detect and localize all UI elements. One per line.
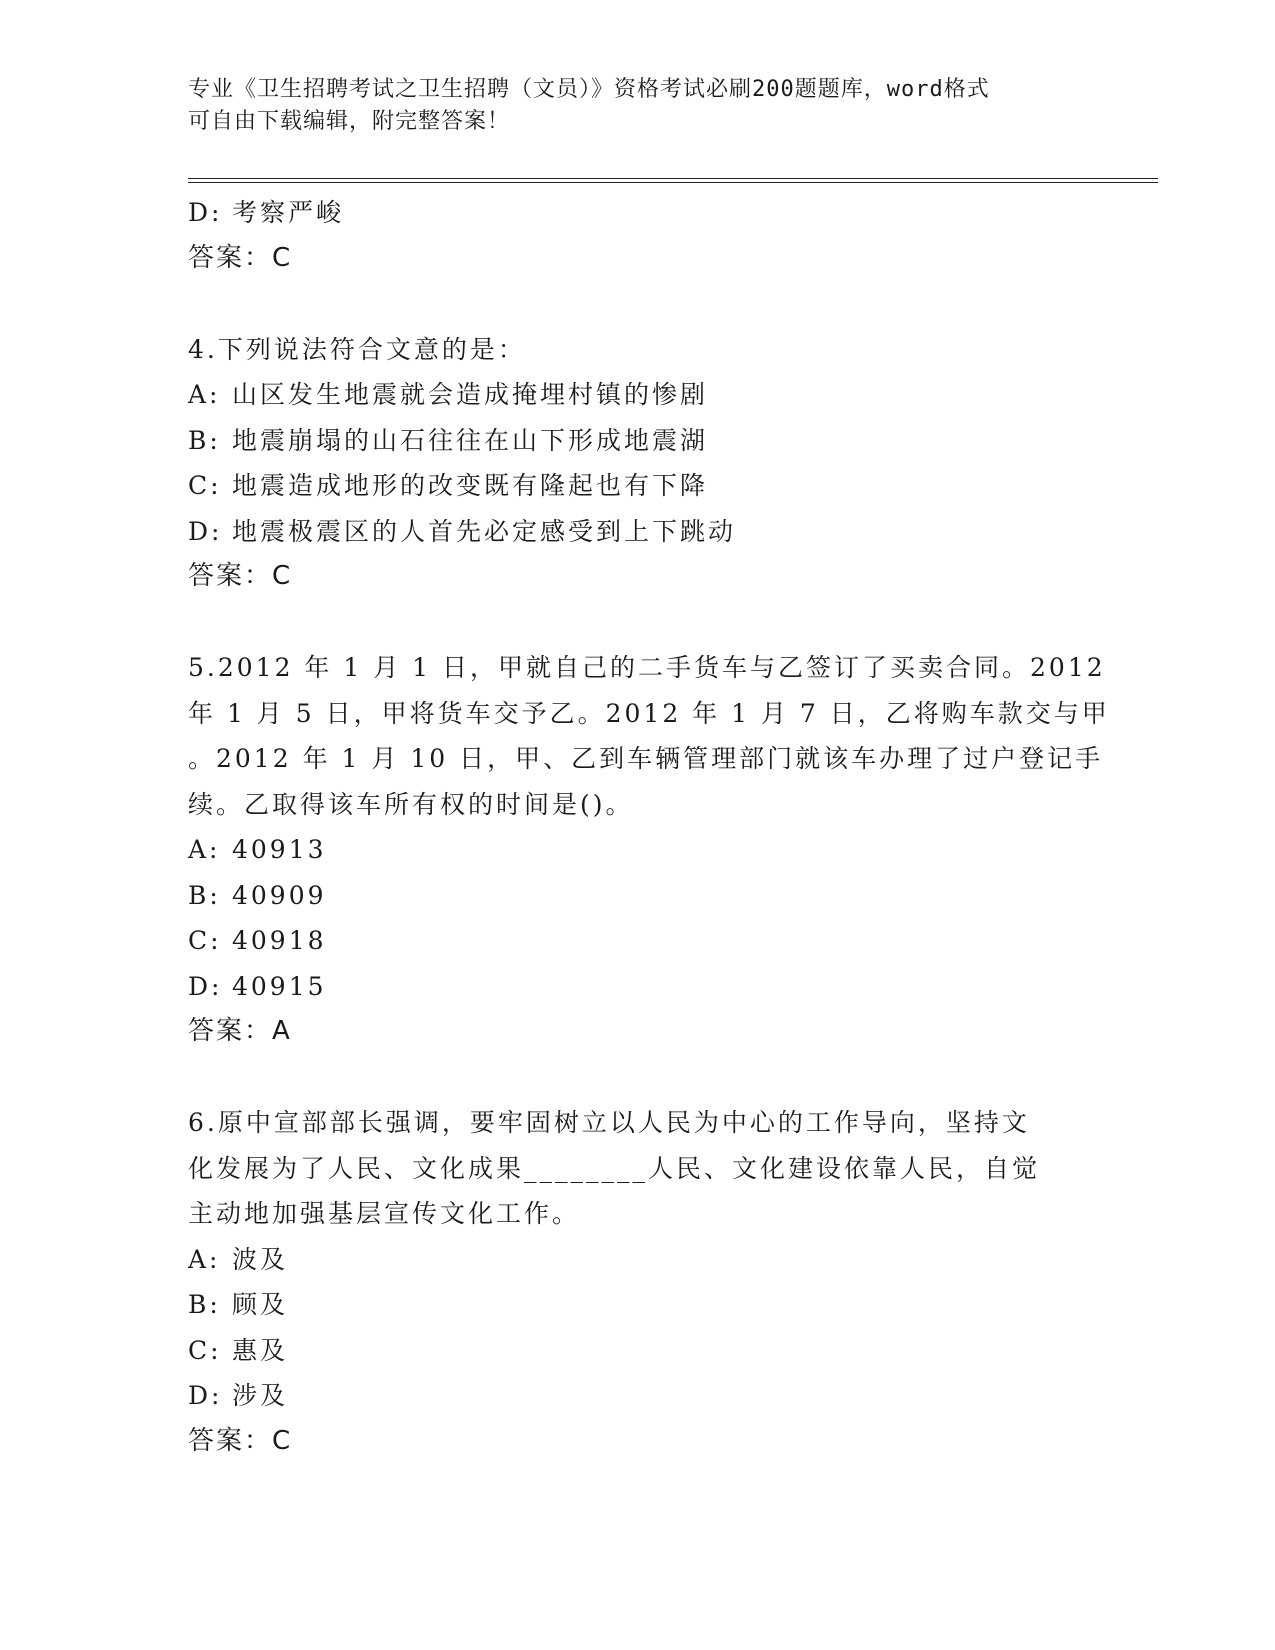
option-label: D:	[188, 1381, 223, 1410]
option-c	[188, 463, 1088, 509]
question-5	[188, 645, 1110, 1055]
option-label: D:	[188, 971, 223, 1001]
option-a	[188, 1237, 1088, 1283]
option-text: 顾及	[232, 1290, 289, 1319]
option-label: C:	[188, 471, 222, 500]
option-label: B:	[188, 1290, 221, 1319]
answer: 答案：A	[188, 1016, 292, 1046]
question-stem-line: 主动地加强基层宣传文化工作。	[188, 1199, 581, 1228]
question-4	[188, 327, 1088, 600]
option-text: 40913	[232, 835, 327, 864]
option-text: 山区发生地震就会造成掩埋村镇的惨剧	[232, 380, 709, 409]
answer: 答案：C	[188, 561, 293, 591]
spacer	[188, 600, 1088, 646]
question-stem-line: 化发展为了人民、文化成果________人民、文化建设依靠人民，自觉	[188, 1153, 1041, 1183]
option-label: C:	[188, 926, 222, 955]
option-label: D:	[188, 516, 223, 546]
option-text: 40909	[232, 880, 327, 910]
option-a	[188, 372, 1088, 418]
spacer	[188, 1055, 1088, 1101]
spacer	[188, 281, 1088, 327]
option-d-prev	[188, 190, 1088, 236]
question-stem-line: 。2012 年 1 月 10 日，甲、乙到车辆管理部门就该车办理了过户登记手	[188, 744, 1104, 773]
option-label: C:	[188, 1335, 222, 1365]
header-line-2: 可自由下载编辑，附完整答案！	[188, 109, 511, 134]
option-label: B:	[188, 880, 221, 910]
option-d	[188, 1373, 1088, 1419]
question-stem: 4.下列说法符合文意的是：	[188, 334, 526, 364]
header-divider	[188, 178, 1158, 183]
option-label: A:	[188, 835, 221, 864]
option-b	[188, 418, 1088, 464]
option-d	[188, 964, 1088, 1010]
option-b	[188, 1282, 1088, 1328]
option-text: 考察严峻	[232, 198, 345, 227]
option-text: 地震崩塌的山石往往在山下形成地震湖	[232, 425, 709, 455]
option-text: 40915	[232, 971, 327, 1001]
option-text: 地震造成地形的改变既有隆起也有下降	[232, 471, 709, 500]
option-text: 地震极震区的人首先必定感受到上下跳动	[232, 516, 737, 546]
option-a	[188, 827, 1088, 873]
question-stem-line: 6.原中宣部部长强调，要牢固树立以人民为中心的工作导向，坚持文	[188, 1108, 1030, 1137]
option-label: A:	[188, 380, 221, 409]
option-text: 惠及	[232, 1335, 289, 1365]
answer-prev: 答案：C	[188, 242, 293, 273]
header-line-1: 专业《卫生招聘考试之卫生招聘（文员）》资格考试必刷200题题库，word格式	[188, 77, 990, 102]
option-text: 涉及	[232, 1381, 289, 1410]
option-label: B:	[188, 425, 221, 455]
question-stem-line: 5.2012 年 1 月 1 日，甲就自己的二手货车与乙签订了买卖合同。2012	[188, 653, 1106, 682]
option-b	[188, 873, 1088, 919]
option-c	[188, 918, 1088, 964]
option-label: D:	[188, 198, 223, 227]
option-text: 40918	[232, 926, 327, 955]
option-text: 波及	[232, 1244, 289, 1274]
option-d	[188, 509, 1088, 555]
question-6	[188, 1100, 1088, 1464]
option-c	[188, 1328, 1088, 1374]
header-note	[188, 74, 1088, 138]
question-stem-line: 年 1 月 5 日，甲将货车交予乙。2012 年 1 月 7 日，乙将购车款交与甲	[188, 698, 1110, 728]
option-label: A:	[188, 1244, 221, 1274]
answer: 答案：C	[188, 1425, 293, 1456]
question-content	[188, 190, 1110, 1464]
question-stem-line: 续。乙取得该车所有权的时间是()。	[188, 789, 634, 819]
